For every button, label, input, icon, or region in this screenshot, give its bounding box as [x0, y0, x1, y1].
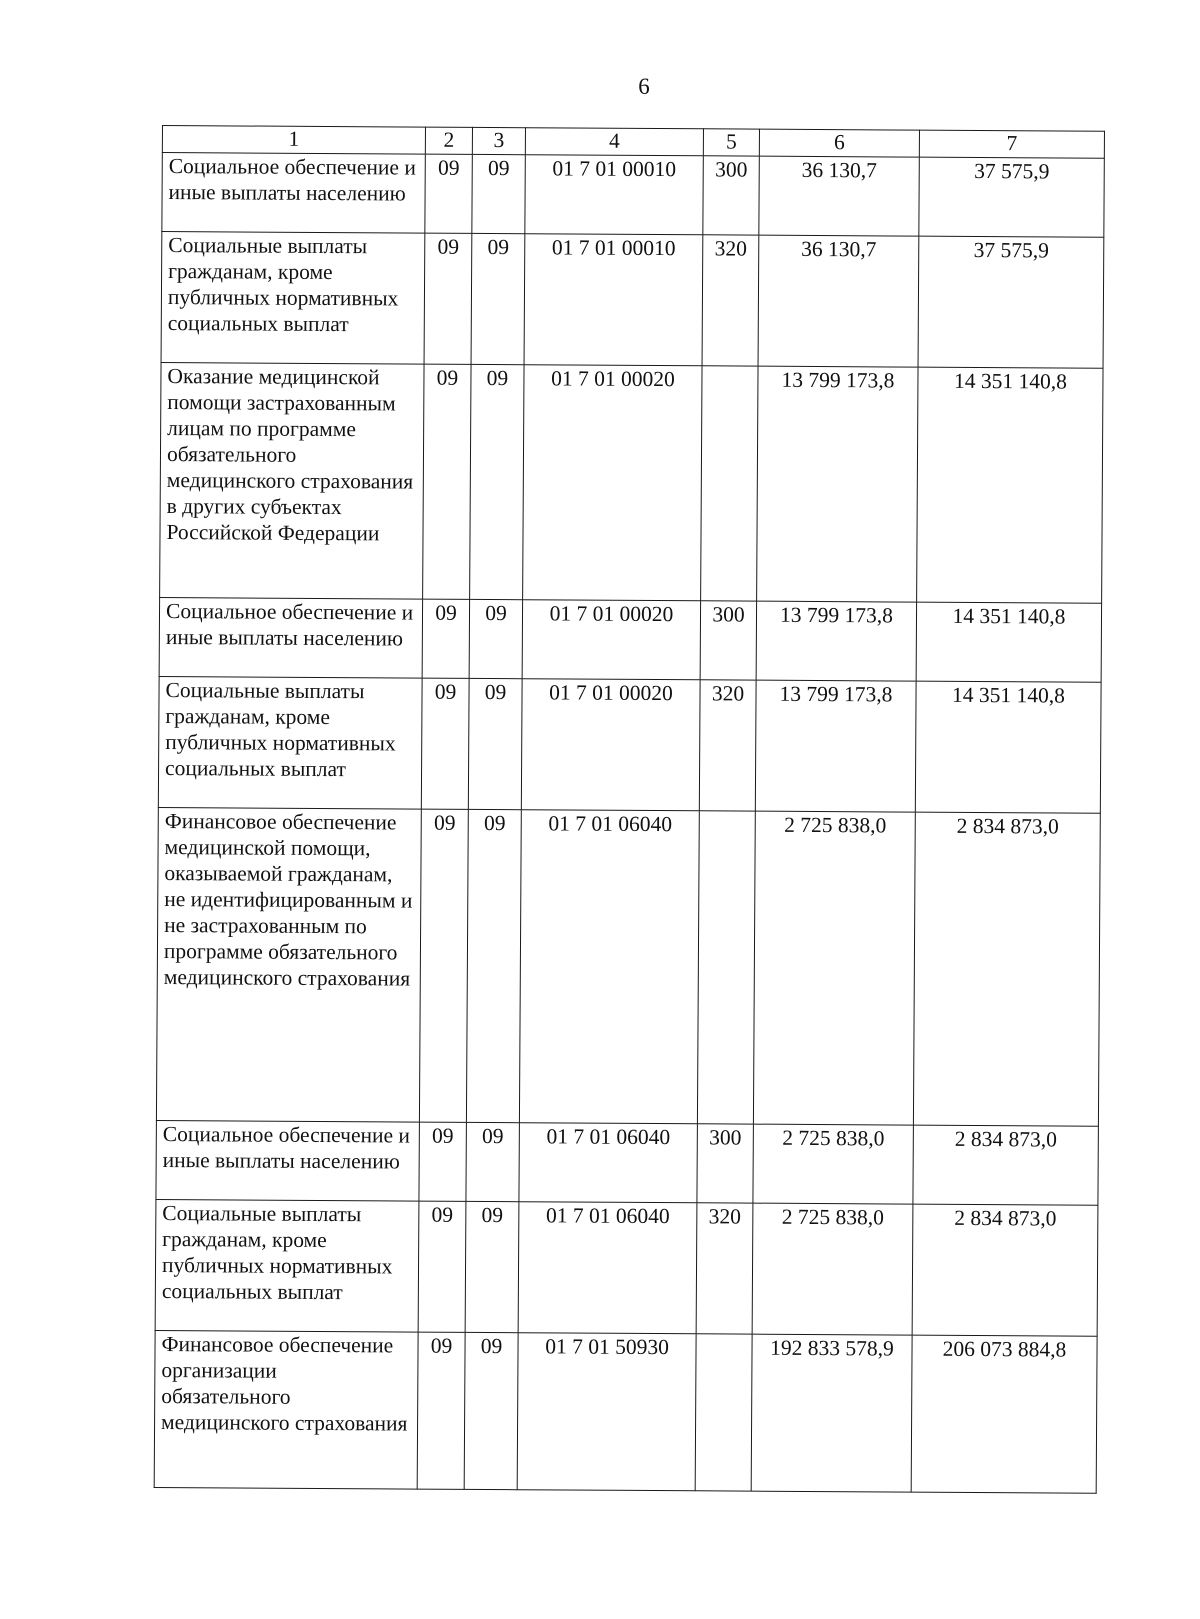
row-amount-year2: 2 834 873,0 — [913, 812, 1100, 1126]
row-section: 09 — [419, 809, 468, 1122]
row-target-code: 01 7 01 00010 — [525, 155, 703, 235]
row-amount-year2: 37 575,9 — [919, 157, 1104, 237]
row-amount-year2: 14 351 140,8 — [915, 681, 1101, 813]
table-row — [159, 597, 1101, 682]
row-amount-year2: 14 351 140,8 — [916, 602, 1101, 682]
row-target-code: 01 7 01 00020 — [523, 365, 702, 601]
header-cell: 6 — [759, 129, 919, 157]
table-row — [155, 1199, 1098, 1336]
row-target-code: 01 7 01 06040 — [518, 1202, 697, 1334]
row-subsection: 09 — [464, 1332, 518, 1489]
row-expense-group: 300 — [703, 156, 759, 235]
row-section: 09 — [421, 678, 469, 809]
row-section: 09 — [417, 1332, 465, 1489]
row-target-code: 01 7 01 00020 — [522, 600, 700, 680]
table-row — [161, 232, 1104, 369]
row-subsection: 09 — [466, 809, 521, 1122]
header-cell: 1 — [162, 126, 425, 155]
row-section: 09 — [423, 364, 471, 599]
row-expense-group: 320 — [699, 680, 756, 811]
row-expense-group — [697, 811, 755, 1124]
row-amount-year1: 2 725 838,0 — [753, 811, 915, 1125]
row-subsection: 09 — [466, 1122, 519, 1201]
row-expense-group: 320 — [696, 1203, 753, 1334]
row-target-code: 01 7 01 50930 — [517, 1333, 696, 1491]
header-cell: 7 — [919, 130, 1104, 158]
row-subsection: 09 — [472, 154, 525, 233]
header-cell: 3 — [472, 127, 525, 154]
row-section: 09 — [424, 233, 472, 364]
row-expense-group: 320 — [702, 235, 759, 366]
row-subsection: 09 — [465, 1201, 519, 1332]
row-name: Социальное обеспечение и иные выплаты населению — [156, 1120, 419, 1201]
row-name: Финансовое обеспечение медицинской помощи, оказываемой гражданам, не идентифицированным и не застрахованным по программе обязательного медицинского страхования — [156, 807, 421, 1122]
table-row — [156, 807, 1100, 1126]
table-row — [160, 362, 1103, 603]
row-target-code: 01 7 01 06040 — [519, 1123, 697, 1203]
row-expense-group — [695, 1334, 752, 1491]
row-target-code: 01 7 01 06040 — [519, 810, 699, 1124]
row-amount-year1: 192 833 578,9 — [751, 1334, 912, 1492]
row-amount-year2: 2 834 873,0 — [913, 1125, 1098, 1205]
budget-table-wrapper — [154, 125, 1105, 1494]
row-section: 09 — [418, 1201, 466, 1332]
row-amount-year1: 2 725 838,0 — [752, 1203, 913, 1335]
table-row — [162, 153, 1104, 238]
row-amount-year2: 206 073 884,8 — [911, 1335, 1097, 1493]
row-amount-year2: 2 834 873,0 — [912, 1204, 1098, 1336]
row-amount-year1: 13 799 173,8 — [757, 366, 918, 602]
budget-table — [154, 125, 1105, 1494]
row-name: Социальные выплаты гражданам, кроме публичных нормативных социальных выплат — [155, 1199, 419, 1332]
row-expense-group: 300 — [697, 1124, 753, 1203]
page-number: 6 — [638, 74, 650, 99]
row-subsection: 09 — [469, 599, 522, 678]
row-section: 09 — [425, 154, 472, 233]
header-cell: 2 — [425, 127, 472, 154]
row-section: 09 — [422, 599, 469, 678]
row-amount-year1: 36 130,7 — [758, 235, 919, 367]
row-expense-group — [701, 366, 758, 601]
header-cell: 5 — [703, 129, 759, 156]
row-name: Социальное обеспечение и иные выплаты населению — [162, 153, 425, 234]
row-amount-year1: 13 799 173,8 — [756, 601, 916, 681]
row-amount-year1: 2 725 838,0 — [753, 1124, 913, 1204]
row-amount-year2: 37 575,9 — [918, 236, 1104, 368]
row-name: Оказание медицинской помощи застрахованным лицам по программе обязательного медицинского страхования в других субъектах Российской Федерации — [160, 362, 424, 599]
row-subsection: 09 — [470, 364, 524, 599]
row-name: Социальные выплаты гражданам, кроме публичных нормативных социальных выплат — [158, 676, 422, 809]
table-row — [158, 676, 1101, 813]
row-section: 09 — [419, 1122, 466, 1201]
row-amount-year1: 13 799 173,8 — [755, 680, 916, 812]
row-target-code: 01 7 01 00010 — [524, 234, 703, 366]
table-row — [154, 1330, 1097, 1493]
row-expense-group: 300 — [700, 601, 756, 680]
row-name: Финансовое обеспечение организации обязательного медицинского страхования — [154, 1330, 418, 1489]
row-amount-year2: 14 351 140,8 — [917, 367, 1103, 603]
row-target-code: 01 7 01 00020 — [521, 679, 700, 811]
row-name: Социальное обеспечение и иные выплаты населению — [159, 597, 422, 678]
row-amount-year1: 36 130,7 — [759, 156, 919, 236]
row-name: Социальные выплаты гражданам, кроме публичных нормативных социальных выплат — [161, 232, 425, 365]
header-cell: 4 — [525, 128, 703, 156]
table-row — [156, 1120, 1098, 1205]
row-subsection: 09 — [471, 233, 525, 364]
row-subsection: 09 — [468, 678, 522, 809]
